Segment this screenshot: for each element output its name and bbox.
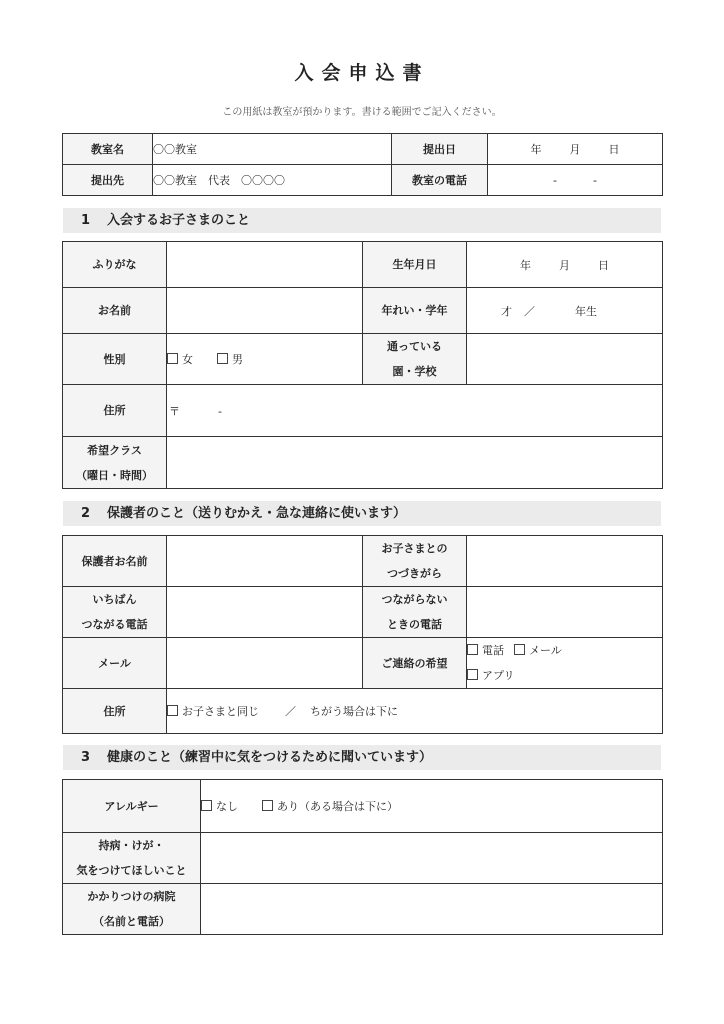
hospital-label-line2: （名前と電話） (93, 915, 170, 928)
birth-year-unit: 年 (520, 258, 531, 272)
checkbox-contact-app[interactable] (467, 669, 478, 680)
gender-female-label: 女 (182, 353, 193, 366)
child-name-field[interactable] (167, 288, 363, 334)
postal-dash: - (218, 404, 222, 418)
child-name-label: お名前 (63, 288, 167, 334)
relation-field[interactable] (467, 536, 663, 587)
section-number: 2 (81, 506, 91, 521)
phone-dash: - (553, 173, 557, 187)
relation-label-line1: お子さまとの (381, 542, 448, 555)
child-address-label: 住所 (63, 385, 167, 437)
submit-to-label: 提出先 (63, 165, 153, 196)
submit-date-field[interactable] (488, 134, 663, 165)
illness-label-line2: 気をつけてほしいこと (76, 864, 187, 877)
section-heading-health (63, 745, 661, 770)
contact-pref-label: ご連絡の希望 (363, 638, 467, 689)
school-label-line2: 園・学校 (392, 365, 437, 378)
alt-phone-label (363, 587, 467, 638)
child-address-field[interactable] (167, 385, 663, 437)
age-grade-field[interactable] (467, 288, 663, 334)
allergy-yes-label: あり（ある場合は下に） (277, 800, 398, 813)
desired-class-label (63, 437, 167, 489)
desired-class-label-line1: 希望クラス (87, 443, 142, 457)
illness-label (63, 833, 201, 884)
address-diff-label: ちがう場合は下に (310, 705, 398, 718)
gender-field (167, 334, 363, 385)
furigana-label: ふりがな (63, 242, 167, 288)
guardian-name-label: 保護者お名前 (63, 536, 167, 587)
checkbox-allergy-yes[interactable] (262, 800, 273, 811)
relation-label (363, 536, 467, 587)
main-phone-label-line2: つながる電話 (81, 618, 148, 631)
contact-email-label: メール (529, 644, 562, 657)
illness-label-line1: 持病・けが・ (98, 839, 165, 852)
section-heading-child (63, 208, 661, 233)
birth-month-unit: 月 (559, 258, 570, 272)
grade-unit: 年生 (575, 304, 597, 318)
page-subtitle: この用紙は教室が預かります。書ける範囲でご記入ください。 (222, 107, 502, 118)
child-table (62, 241, 663, 489)
allergy-label: アレルギー (63, 780, 201, 833)
header-table (62, 133, 663, 196)
alt-phone-label-line2: ときの電話 (387, 618, 442, 631)
contact-pref-field (467, 638, 663, 689)
gender-male-label: 男 (232, 353, 243, 366)
birthdate-label: 生年月日 (363, 242, 467, 288)
birth-day-unit: 日 (598, 258, 609, 272)
email-field[interactable] (167, 638, 363, 689)
age-slash: ／ (524, 304, 535, 318)
classroom-field[interactable]: 〇〇教室 (153, 134, 392, 165)
section-number: 1 (81, 213, 91, 228)
classroom-label: 教室名 (63, 134, 153, 165)
desired-class-field[interactable] (167, 437, 663, 489)
main-phone-field[interactable] (167, 587, 363, 638)
checkbox-address-same[interactable] (167, 705, 178, 716)
section-title: 保護者のこと（送りむかえ・急な連絡に使います） (107, 506, 407, 521)
checkbox-contact-phone[interactable] (467, 644, 478, 655)
phone-dash: - (593, 173, 597, 187)
allergy-field (201, 780, 663, 833)
section-title: 健康のこと（練習中に気をつけるために聞いています） (107, 750, 433, 765)
contact-phone-label: 電話 (482, 644, 504, 657)
school-label-line1: 通っている (387, 340, 442, 353)
address-slash: ／ (285, 705, 296, 718)
guardian-address-label: 住所 (63, 689, 167, 734)
desired-class-label-line2: （曜日・時間） (76, 468, 153, 482)
school-field[interactable] (467, 334, 663, 385)
date-month-unit: 月 (569, 143, 581, 156)
birthdate-field[interactable] (467, 242, 663, 288)
alt-phone-field[interactable] (467, 587, 663, 638)
submit-date-label: 提出日 (392, 134, 488, 165)
date-day-unit: 日 (608, 143, 620, 156)
furigana-field[interactable] (167, 242, 363, 288)
guardian-name-field[interactable] (167, 536, 363, 587)
section-heading-guardian (63, 501, 661, 526)
checkbox-allergy-none[interactable] (201, 800, 212, 811)
page-title: 入会申込書 (294, 62, 430, 84)
alt-phone-label-line1: つながらない (381, 593, 448, 606)
allergy-none-label: なし (216, 800, 238, 813)
age-unit: 才 (501, 304, 512, 318)
checkbox-female[interactable] (167, 353, 178, 364)
main-phone-label-line1: いちばん (92, 593, 137, 606)
address-same-label: お子さまと同じ (182, 705, 259, 718)
contact-app-label: アプリ (482, 669, 515, 682)
hospital-field[interactable] (201, 884, 663, 935)
illness-field[interactable] (201, 833, 663, 884)
gender-label: 性別 (63, 334, 167, 385)
date-year-unit: 年 (530, 143, 542, 156)
section-title: 入会するお子さまのこと (107, 213, 251, 228)
email-label: メール (63, 638, 167, 689)
main-phone-label (63, 587, 167, 638)
guardian-table (62, 535, 663, 734)
postal-mark: 〒 (169, 404, 180, 418)
relation-label-line2: つづきがら (387, 567, 442, 580)
age-grade-label: 年れい・学年 (363, 288, 467, 334)
guardian-address-field (167, 689, 663, 734)
checkbox-male[interactable] (217, 353, 228, 364)
classroom-phone-label: 教室の電話 (392, 165, 488, 196)
submit-to-field[interactable]: 〇〇教室 代表 〇〇〇〇 (153, 165, 392, 196)
section-number: 3 (81, 750, 91, 765)
classroom-phone-field[interactable] (488, 165, 663, 196)
health-table (62, 779, 663, 935)
hospital-label (63, 884, 201, 935)
hospital-label-line1: かかりつけの病院 (87, 890, 176, 903)
checkbox-contact-email[interactable] (514, 644, 525, 655)
school-label (363, 334, 467, 385)
